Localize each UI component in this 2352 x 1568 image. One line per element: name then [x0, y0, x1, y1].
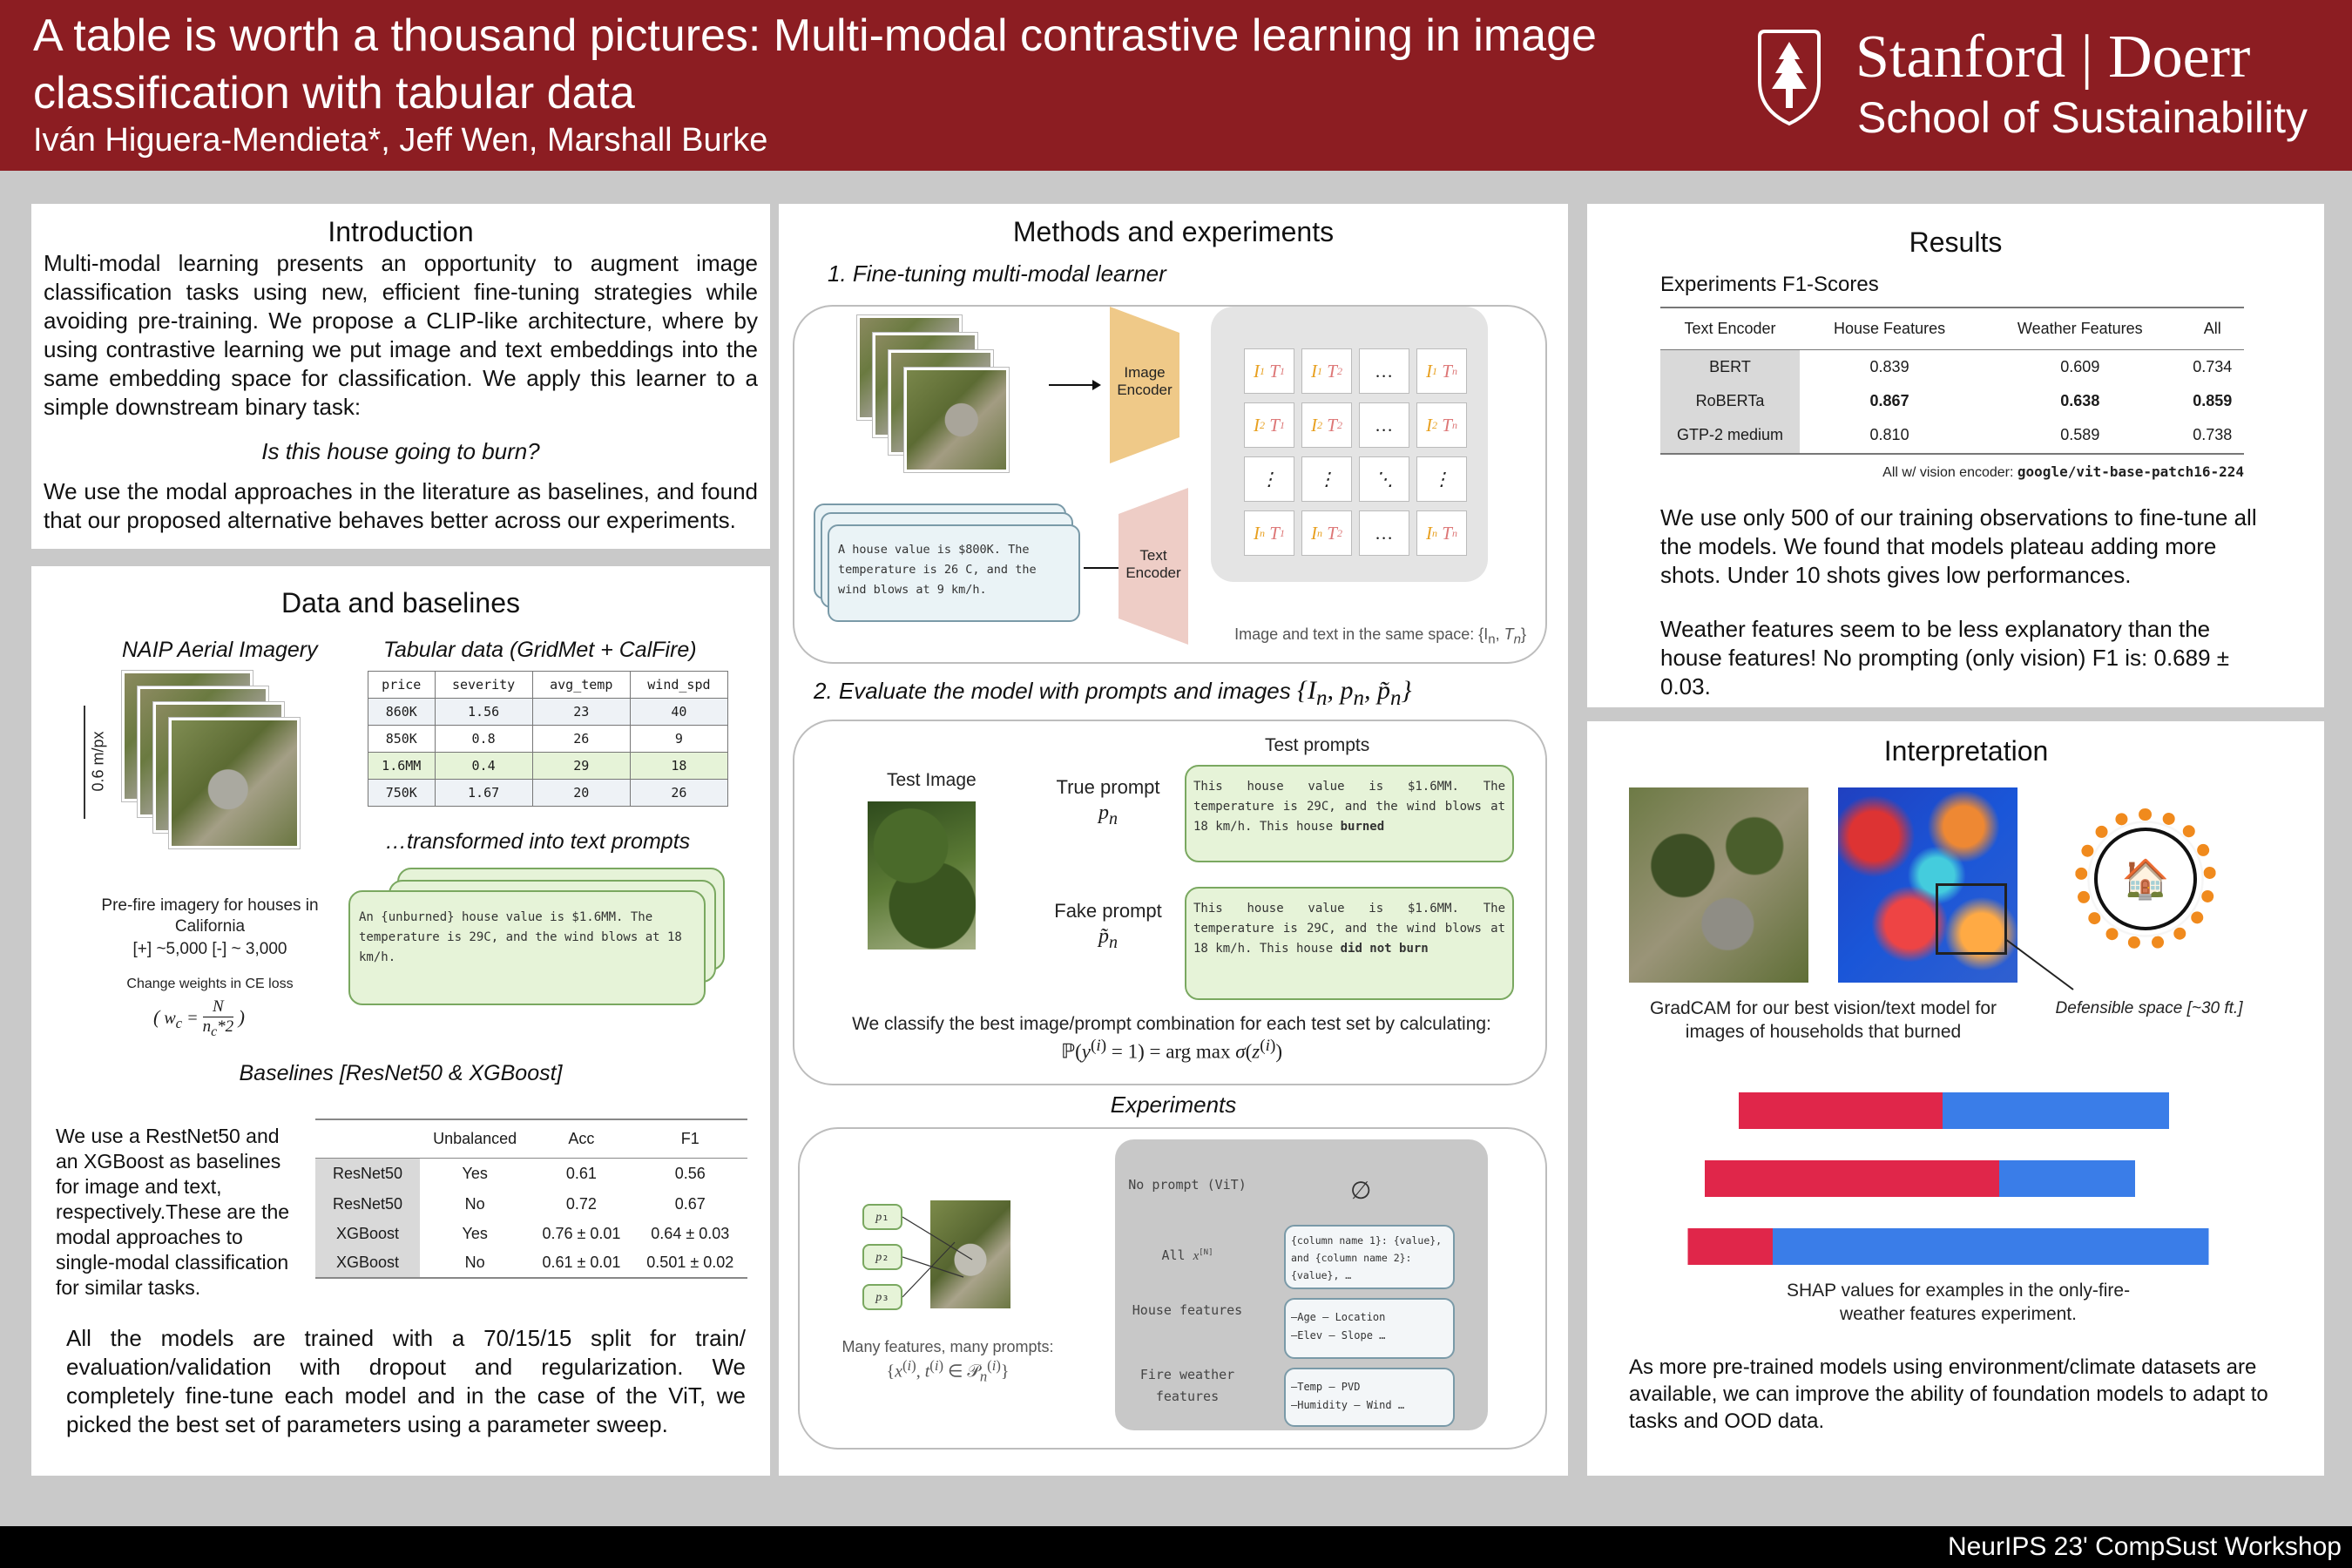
table-row	[368, 780, 728, 807]
table-cell: 40	[630, 699, 727, 726]
empty-set-symbol: ∅	[1350, 1177, 1372, 1204]
table-cell: 0.56	[633, 1158, 747, 1189]
fire-card	[1284, 1368, 1455, 1427]
step2-box	[793, 720, 1547, 1085]
naip-image-4	[169, 718, 300, 848]
note-prefix: All w/ vision encoder:	[1882, 465, 2014, 480]
table-cell: GTP-2 medium	[1660, 417, 1800, 454]
same-space-label: Image and text in the same space: {$I_n$, $T_n$}	[1234, 625, 1526, 647]
fake-prompt-card	[1185, 887, 1514, 1000]
fake-prompt-text: This house value is $1.6MM. The temperature is 29C, and the wind blows at 18 km/h. This house	[1193, 902, 1505, 956]
data-panel	[31, 566, 770, 1476]
all-label: All x[N]	[1161, 1247, 1213, 1263]
poster-footer	[0, 1526, 2352, 1568]
step2-title: 2. Evaluate the model with prompts and images {$I_n$, $p_n$, $p̃_n$}	[814, 676, 1412, 710]
defensible-caption: Defensible space [~30 ft.]	[2055, 999, 2243, 1017]
table-cell: 0.61	[530, 1158, 632, 1189]
col-text-encoder: Text Encoder	[1684, 319, 1776, 337]
table-cell: 1.56	[435, 699, 532, 726]
table-row	[1660, 384, 2244, 417]
col-severity: severity	[435, 672, 532, 699]
table-row	[368, 726, 728, 753]
baselines-table	[315, 1119, 747, 1279]
similarity-matrix: I 1 T 1 I 1 T 2 … I 1 T n I 2 T 1 I 2 T 2 … I 2 T n ⋮ ⋮ ⋱ ⋮ I n T 1 I n T 2 … I n T n	[1211, 307, 1488, 582]
interpretation-panel	[1587, 721, 2324, 1476]
fake-prompt-bold: did not burn	[1340, 942, 1429, 956]
col-house-features: House Features	[1834, 319, 1946, 337]
table-cell: BERT	[1660, 349, 1800, 384]
poster-authors: Iván Higuera-Mendieta*, Jeff Wen, Marshall Burke	[33, 122, 768, 159]
table-cell: 20	[532, 780, 630, 807]
prompt-node-3: p₃	[862, 1284, 902, 1310]
table-cell: 29	[532, 753, 630, 780]
text-card: A house value is $800K. The temperature is 26 C, and the wind blows at 9 km/h.	[828, 524, 1080, 622]
gradcam-original-image	[1629, 787, 1808, 983]
column-card: {column name 1}: {value}, and {column name 2}: {value}, …	[1284, 1225, 1455, 1289]
fire-card-line: –Humidity – Wind …	[1291, 1399, 1405, 1411]
results-subtitle: Experiments F1-Scores	[1660, 273, 1879, 296]
table-row	[315, 1219, 747, 1248]
class-counts: [+] ~5,000 [-] ~ 3,000	[132, 940, 287, 958]
methods-title: Methods and experiments	[1012, 216, 1335, 247]
arrow-right-icon	[1049, 376, 1101, 394]
table-cell: 0.76 ± 0.01	[542, 1224, 621, 1242]
many-features-label: Many features, many prompts:	[841, 1338, 1054, 1355]
table-cell: Yes	[462, 1224, 488, 1242]
prompt-node-2: p₂	[862, 1244, 902, 1270]
table-header-row	[368, 672, 728, 699]
table-row	[315, 1189, 747, 1219]
test-image-label: Test Image	[887, 770, 977, 790]
intro-question: Is this house going to burn?	[261, 438, 540, 464]
table-cell: ResNet50	[315, 1189, 420, 1219]
table-cell: 9	[630, 726, 727, 753]
table-cell: ResNet50	[315, 1158, 420, 1189]
table-row	[315, 1158, 747, 1189]
test-image	[868, 801, 976, 950]
results-panel	[1587, 204, 2324, 707]
table-cell: 750K	[368, 780, 436, 807]
table-row	[1660, 349, 2244, 384]
shap-plot-2	[1671, 1160, 2237, 1197]
col-weather-features: Weather Features	[2017, 319, 2143, 337]
table-cell: 1.67	[435, 780, 532, 807]
col-all: All	[2203, 319, 2221, 337]
table-row	[315, 1248, 747, 1278]
table-cell: 0.4	[435, 753, 532, 780]
naip-title: NAIP Aerial Imagery	[122, 638, 318, 662]
true-prompt-text: This house value is $1.6MM. The temperature is 29C, and the wind blows at 18 km/h. This house	[1193, 780, 1505, 834]
table-header-row	[1660, 308, 2244, 349]
col-f1: F1	[680, 1129, 700, 1147]
stanford-tree-logo	[1753, 30, 1826, 127]
table-cell: 0.61 ± 0.01	[542, 1254, 621, 1271]
poster-title: A table is worth a thousand pictures: Multi-modal contrastive learning in image classification with tabular data	[33, 10, 1597, 118]
table-cell: 0.867	[1869, 391, 1909, 409]
table-cell: No	[464, 1254, 485, 1271]
table-cell: 26	[630, 780, 727, 807]
table-cell: 0.609	[2060, 357, 2100, 375]
many-features-formula: {$x^{(i)}$, $t^{(i)}$ ∈ 𝒫$_n^{(i)}$}	[886, 1357, 1010, 1385]
col-unbalanced: Unbalanced	[433, 1129, 517, 1147]
f1-table	[1660, 307, 2244, 455]
results-paragraph-1: We use only 500 of our training observations to fine-tune all the models. We found that models plateau adding more shots. Under 10 shots gives low performances.	[1660, 504, 2257, 588]
house-card	[1284, 1298, 1455, 1359]
col-price: price	[368, 672, 436, 699]
table-cell: 0.589	[2060, 426, 2100, 443]
intro-paragraph-1: Multi-modal learning presents an opportunity to augment image classification tasks using new, efficient fine-tuning strategies while avoiding pre-training. We propose a CLIP-like architecture, where by using contrastive learning we put image and text embeddings into the same embedding space for classification. We apply this learner to a simple downstream binary task:	[44, 250, 758, 420]
table-cell: 0.734	[2193, 357, 2233, 375]
weights-note: Change weights in CE loss	[126, 977, 294, 991]
shap-plot-3	[1671, 1228, 2237, 1265]
fire-card-line: –Temp – PVD	[1291, 1381, 1361, 1393]
col-model	[315, 1119, 420, 1158]
train-image-4	[904, 368, 1009, 472]
logo-school: School of Sustainability	[1857, 93, 2308, 142]
table-cell: XGBoost	[315, 1248, 420, 1278]
methods-panel	[779, 204, 1568, 1476]
step1-box	[793, 305, 1547, 664]
table-cell: 23	[532, 699, 630, 726]
table-cell: 0.839	[1869, 357, 1909, 375]
true-prompt-symbol: $p_n$	[1098, 801, 1118, 828]
experiments-box	[798, 1127, 1547, 1450]
test-prompts-label: Test prompts	[1265, 735, 1370, 755]
logo-stanford-doerr: Stanford | Doerr	[1855, 24, 2251, 91]
scale-bar	[84, 706, 85, 819]
shap-caption: SHAP values for examples in the only-fire-weather features experiment.	[1786, 1281, 2131, 1324]
house-features-label: House features	[1132, 1302, 1243, 1318]
table-cell: 0.72	[565, 1194, 597, 1213]
step1-title: 1. Fine-tuning multi-modal learner	[828, 260, 1166, 287]
table-cell: 0.8	[435, 726, 532, 753]
table-row	[368, 699, 728, 726]
transformed-label: …transformed into text prompts	[385, 829, 691, 854]
table-cell: No	[464, 1194, 485, 1213]
col-avg-temp: avg_temp	[532, 672, 630, 699]
pointer-line	[2005, 939, 2075, 991]
table-cell: 860K	[368, 699, 436, 726]
table-cell: 0.67	[674, 1194, 706, 1213]
col-wind: wind_spd	[630, 672, 727, 699]
true-prompt-bold: burned	[1340, 820, 1385, 834]
table-cell: 0.501 ± 0.02	[646, 1254, 734, 1271]
footer-text: NeurIPS 23' CompSust Workshop	[1947, 1532, 2342, 1561]
true-prompt-card	[1185, 765, 1514, 862]
table-row	[1660, 417, 2244, 454]
weights-formula: ( $w_c$ = $\frac{N}{n_c*2}$ )	[153, 997, 245, 1039]
step2-text: 2. Evaluate the model with prompts and images	[814, 678, 1291, 704]
table-cell: 0.64 ± 0.03	[651, 1224, 730, 1242]
table-cell: 0.859	[2193, 391, 2233, 409]
note-code: google/vit-base-patch16-224	[2017, 463, 2244, 480]
image-encoder-label: Image Encoder	[1117, 364, 1173, 398]
house-card-line: –Elev – Slope …	[1291, 1329, 1386, 1342]
defensible-space-diagram	[2072, 805, 2220, 953]
fake-prompt-label: Fake prompt	[1054, 900, 1162, 922]
table-cell: 0.638	[2060, 391, 2100, 409]
tabular-title: Tabular data (GridMet + CalFire)	[383, 638, 697, 662]
fire-weather-label: Fire weather features	[1139, 1367, 1235, 1404]
results-title: Results	[1909, 226, 2003, 258]
results-paragraph-2: Weather features seem to be less explanatory than the house features! No prompting (only vision) F1 is: 0.689 ± 0.03.	[1660, 616, 2230, 700]
experiment-list	[1115, 1139, 1488, 1430]
baselines-text: We use a RestNet50 and an XGBoost as baselines for image and text, respectively.These are the modal approaches to single-modal classification for similar tasks.	[56, 1125, 290, 1299]
no-prompt-label: No prompt (ViT)	[1128, 1177, 1247, 1193]
col-acc: Acc	[568, 1129, 595, 1147]
same-space-text: Image and text in the same space: {I	[1234, 625, 1489, 643]
prompt-card: An {unburned} house value is $1.6MM. The temperature is 29C, and the wind blows at 18 km/h.	[348, 890, 706, 1005]
interpretation-title: Interpretation	[1883, 735, 2049, 767]
heatmap-focus-box	[1936, 883, 2007, 955]
classify-text: We classify the best image/prompt combination for each test set by calculating:	[852, 1014, 1491, 1034]
vision-encoder-note	[1660, 462, 2244, 483]
interpretation-paragraph: As more pre-trained models using environment/climate datasets are available, we can improve the ability of foundation models to adapt to tasks and OOD data.	[1629, 1355, 2268, 1433]
fake-prompt-symbol: $p̃_n$	[1098, 925, 1118, 952]
table-cell: 0.738	[2193, 426, 2233, 443]
house-card-line: –Age – Location	[1291, 1311, 1386, 1323]
gradcam-caption: GradCAM for our best vision/text model for images of households that burned	[1650, 998, 1997, 1042]
all-text: All	[1161, 1247, 1186, 1263]
baselines-title: Baselines [ResNet50 & XGBoost]	[239, 1061, 563, 1085]
intro-paragraph-2: We use the modal approaches in the literature as baselines, and found that our proposed alternative behaves better across our experiments.	[44, 478, 758, 533]
poster-header	[0, 0, 2352, 171]
table-cell: 850K	[368, 726, 436, 753]
table-cell: RoBERTa	[1660, 384, 1800, 417]
table-header-row	[315, 1119, 747, 1158]
table-cell: 18	[630, 753, 727, 780]
table-cell: XGBoost	[315, 1219, 420, 1248]
naip-caption: Pre-fire imagery for houses in California	[101, 896, 319, 936]
tabular-table	[368, 671, 728, 807]
prompt-node-1: p₁	[862, 1204, 902, 1230]
intro-panel	[31, 204, 770, 549]
table-cell: 0.810	[1869, 426, 1909, 443]
table-cell: 1.6MM	[368, 753, 436, 780]
text-encoder-label: Text Encoder	[1125, 547, 1181, 581]
data-title: Data and baselines	[281, 587, 520, 618]
house-icon: 🏠	[2094, 828, 2197, 930]
scale-label: 0.6 m/px	[89, 731, 107, 792]
true-prompt-label: True prompt	[1056, 776, 1160, 798]
table-row	[368, 753, 728, 780]
table-cell: Yes	[420, 1158, 530, 1189]
table-cell: 26	[532, 726, 630, 753]
connector-lines	[902, 1207, 981, 1312]
shap-plot-1	[1671, 1092, 2237, 1129]
experiments-title: Experiments	[1110, 1092, 1237, 1118]
intro-title: Introduction	[328, 216, 474, 247]
classify-formula: $ℙ(y^{(i)} = 1)$ = arg $\max \sigma(z^{(i)})$	[1060, 1037, 1283, 1063]
training-text: All the models are trained with a 70/15/15 split for train/ evaluation/validation with dropout and regularization. We completely fine-tune each model and in the case of the ViT, we picked the best set of parameters using a parameter sweep.	[66, 1325, 746, 1437]
